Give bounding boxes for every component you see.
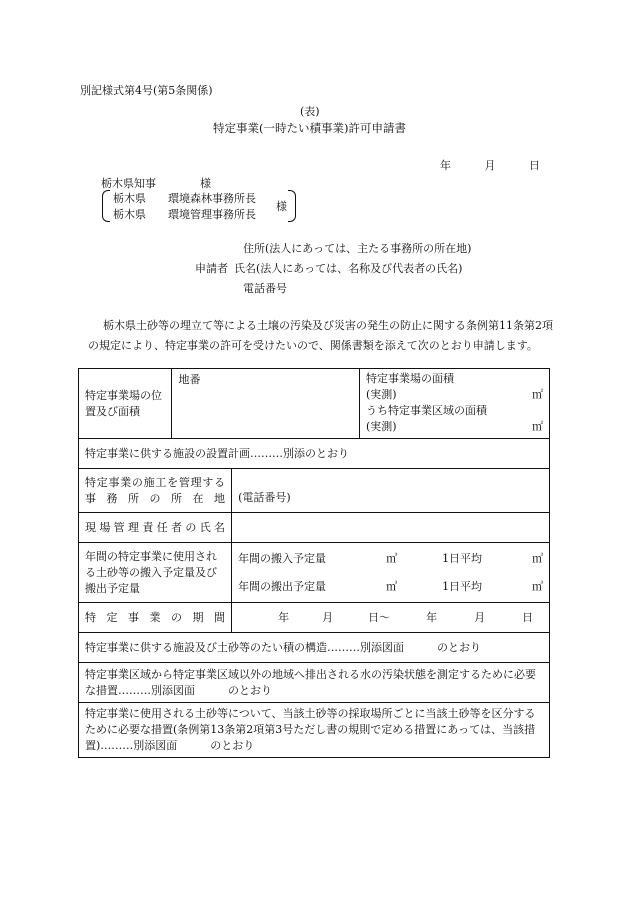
manager-label-cell [79, 513, 232, 543]
applicant-phone: 電話番号 [243, 282, 287, 295]
office-sama: 様 [276, 200, 287, 213]
manager-label: 現場管理責任者の氏名 [85, 520, 226, 534]
period-year-1: 年 [278, 610, 290, 624]
daily-unit-1: ㎥ [532, 551, 543, 565]
applicant-name: 氏名(法人にあっては、名称及び代表者の氏名) [234, 262, 463, 275]
addressee-governor: 栃木県知事 様 [101, 177, 211, 190]
daily-avg-label-2: 1日平均 [442, 579, 483, 593]
facility-plan: 特定事業に供する施設の設置計画………別添のとおり [85, 446, 349, 460]
addressee-office1 [113, 190, 256, 206]
volume-value-cell[interactable] [232, 543, 550, 603]
period-value-cell[interactable] [232, 603, 550, 633]
applicant-address: 住所(法人にあっては、主たる事務所の所在地) [243, 242, 472, 255]
daily-unit-2: ㎥ [532, 579, 543, 593]
side-label: (表) [300, 105, 320, 118]
structure-cell [79, 633, 550, 663]
facility-plan-cell [79, 439, 550, 469]
water-measures-cell [79, 663, 550, 703]
bracket-right [288, 190, 296, 222]
period-month-1: 月 [322, 610, 334, 624]
office-location-label-cell [79, 469, 232, 513]
separation-measures-text: 特定事業に使用される土砂等について、当該土砂等の採取場所ごとに当該土砂等を区分するために必要な措置(条例第13条第2項第3号ただし書の規則で定める措置にあっては、当該措置)………別添図面 のとおり [85, 707, 536, 752]
office2-name: 環境管理事務所長 [168, 208, 256, 221]
location-label: 特定事業場の位置及び面積 [85, 388, 162, 418]
separation-measures-cell [79, 703, 550, 758]
annual-in-unit: ㎥ [386, 551, 398, 565]
date-month: 月 [484, 159, 496, 172]
period-day-1: 日〜 [368, 610, 391, 624]
manager-value[interactable] [232, 513, 550, 543]
period-label: 特定事業の期間 [85, 610, 226, 624]
period-day-2: 日 [522, 610, 534, 624]
area-cell[interactable] [360, 369, 550, 439]
period-month-2: 月 [474, 610, 486, 624]
structure-text: 特定事業に供する施設及び土砂等のたい積の構造………別添図面 のとおり [85, 640, 481, 654]
period-year-2: 年 [426, 610, 438, 624]
office-phone-label: (電話番号) [238, 491, 291, 504]
office-location-value[interactable] [232, 469, 550, 513]
area-unit-2: ㎡ [532, 420, 543, 433]
date-line [440, 157, 540, 173]
annual-out-label: 年間の搬出予定量 [238, 579, 327, 593]
measured-label-1: (実測) [366, 388, 397, 401]
office1-name: 環境森林事務所長 [168, 192, 256, 205]
lot-number-label: 地番 [178, 373, 201, 386]
date-day: 日 [529, 159, 540, 172]
office1-pref: 栃木県 [113, 192, 146, 205]
application-statement: 栃木県土砂等の埋立て等による土壌の汚染及び災害の発生の防止に関する条例第11条第2項の規定により、特定事業の許可を受けたいので、関係書類を添えて次のとおり申請します。 [88, 319, 553, 352]
office2-pref: 栃木県 [113, 208, 146, 221]
addressee-office2 [113, 206, 256, 222]
applicant-name-row [195, 260, 462, 276]
document-title: 特定事業(一時たい積事業)許可申請書 [213, 121, 406, 135]
site-area-label: 特定事業場の面積 [366, 372, 455, 385]
applicant-label: 申請者 [195, 262, 228, 275]
bracket-left [102, 190, 110, 222]
date-year: 年 [440, 159, 451, 172]
annual-in-label: 年間の搬入予定量 [238, 551, 327, 565]
lot-number-cell[interactable] [172, 369, 360, 439]
volume-label: 年間の特定事業に使用される土砂等の搬入予定量及び搬出予定量 [85, 549, 217, 595]
period-label-cell [79, 603, 232, 633]
measured-label-2: (実測) [366, 420, 397, 433]
daily-avg-label-1: 1日平均 [442, 551, 483, 565]
form-number: 別記様式第4号(第5条関係) [80, 84, 213, 97]
zone-area-label: うち特定事業区域の面積 [366, 404, 488, 417]
application-form-table [78, 368, 550, 758]
annual-out-unit: ㎥ [386, 579, 398, 593]
water-measures-text: 特定事業区域から特定事業区域以外の地域へ排出される水の汚染状態を測定するために必要な措置………別添図面 のとおり [85, 667, 536, 697]
area-unit-1: ㎡ [532, 388, 543, 401]
volume-label-cell [79, 543, 232, 603]
office-location-label: 特定事業の施工を管理する事務所の所在地 [85, 475, 226, 505]
location-label-cell [79, 369, 172, 439]
